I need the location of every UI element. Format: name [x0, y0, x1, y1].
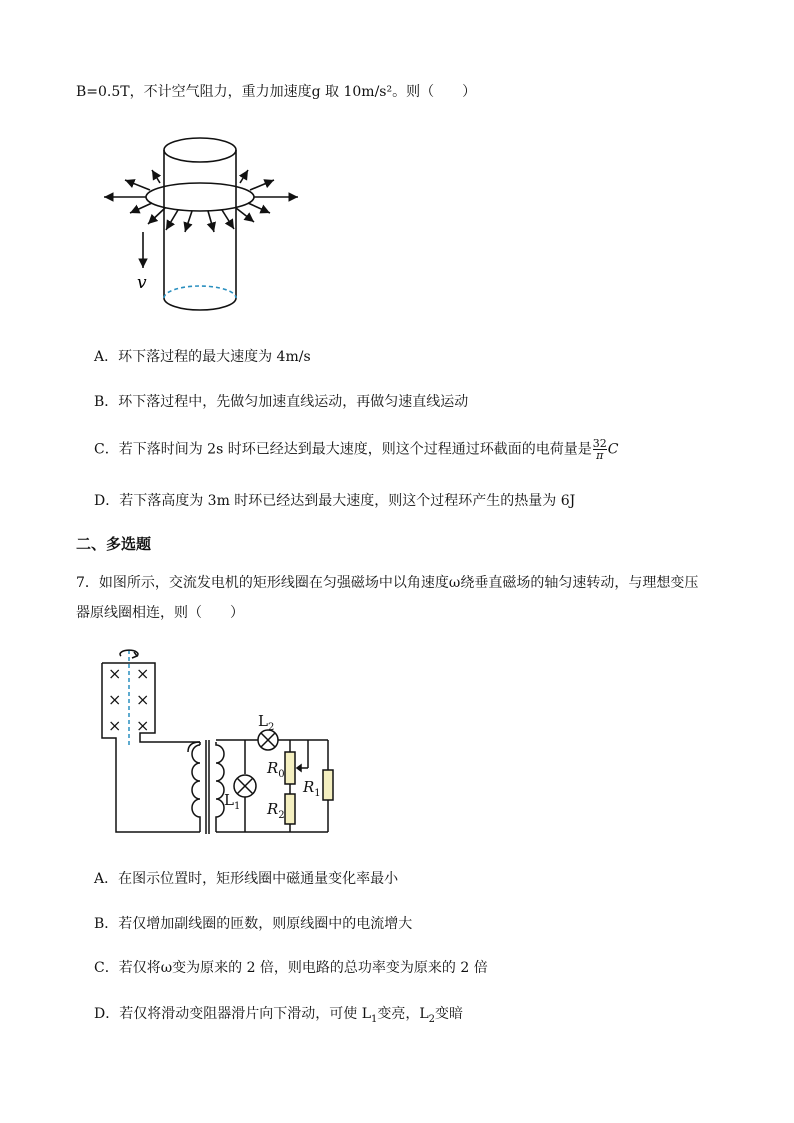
q7-option-d: D．若仅将滑动变阻器滑片向下滑动，可使 $L_1$变亮，$L_2$变暗	[94, 1006, 464, 1025]
velocity-label: v	[137, 273, 147, 293]
charge-fraction: $\frac{32}{\pi}$	[592, 437, 607, 462]
q6-option-b: B．环下落过程中，先做匀加速直线运动，再做匀速直线运动	[94, 394, 469, 410]
cross-mark-3: ×	[108, 690, 122, 709]
q6-option-c-text: C．若下落时间为 2s 时环已经达到最大速度，则这个过程通过环截面的电荷量是	[94, 441, 592, 458]
charge-unit: C	[607, 441, 619, 458]
q6-option-d: D．若下落高度为 3m 时环已经达到最大速度，则这个过程环产生的热量为 6J	[94, 493, 576, 509]
label-r0: $R_0$	[267, 759, 285, 780]
cross-mark-6: ×	[136, 716, 150, 735]
cross-mark-2: ×	[136, 664, 150, 683]
label-r1: $R_1$	[303, 778, 321, 799]
label-l2: $L_2$	[258, 712, 275, 733]
q7-stem-line1: 7．如图所示，交流发电机的矩形线圈在匀强磁场中以角速度ω绕垂直磁场的轴匀速转动，与理想变压	[76, 575, 699, 591]
cross-mark-5: ×	[108, 716, 122, 735]
q7-option-c: C．若仅将ω变为原来的 2 倍，则电路的总功率变为原来的 2 倍	[94, 960, 488, 976]
cross-mark-4: ×	[136, 690, 150, 709]
label-r2: $R_2$	[267, 800, 285, 821]
cross-mark-1: ×	[108, 664, 122, 683]
q6-option-a: A．环下落过程的最大速度为 4m/s	[94, 349, 311, 365]
q7-option-a: A．在图示位置时，矩形线圈中磁通量变化率最小	[94, 871, 399, 887]
q7-option-b: B．若仅增加副线圈的匝数，则原线圈中的电流增大	[94, 916, 413, 932]
label-l1: $L_1$	[224, 791, 241, 812]
q7-stem-line2: 器原线圈相连，则（ ）	[76, 605, 244, 621]
section-title: 二、多选题	[76, 535, 152, 553]
q6-intro: B=0.5T，不计空气阻力，重力加速度g 取 10m/s²。则（ ）	[76, 84, 477, 100]
